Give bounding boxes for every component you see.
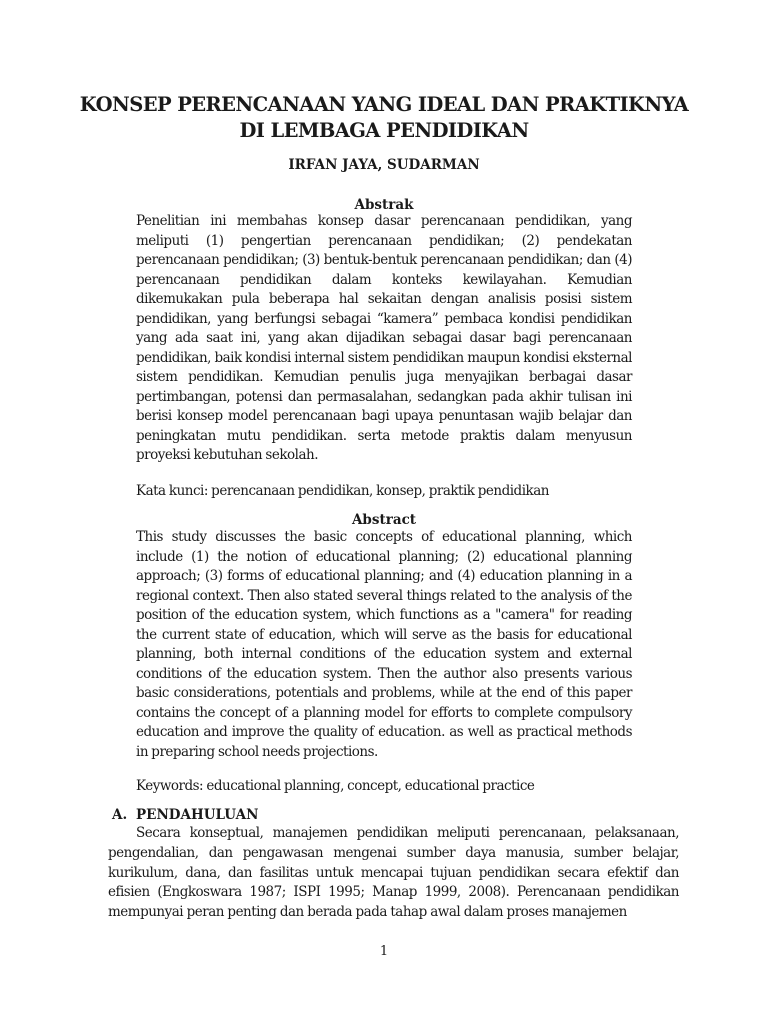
title-line-2: DI LEMBAGA PENDIDIKAN xyxy=(239,119,529,142)
abstract-keywords: Keywords: educational planning, concept, educational practice xyxy=(136,778,535,794)
section-title: PENDAHULUAN xyxy=(136,807,259,823)
title-line-1: KONSEP PERENCANAAN YANG IDEAL DAN PRAKTIKNYA xyxy=(79,93,689,116)
abstract-heading: Abstract xyxy=(351,512,417,528)
paper-authors: IRFAN JAYA, SUDARMAN xyxy=(288,157,480,173)
page-number: 1 xyxy=(379,944,389,959)
abstrak-text: Penelitian ini membahas konsep dasar perencanaan pendidikan, yang meliputi (1) pengertian perencanaan pendidikan; (2) pendekatan perencanaan pendidikan; (3) bentuk-bentuk perencanaan pendidikan; dan (4) perencanaan pendidikan dalam konteks kewilayahan. Kemudian dikemukakan pula beberapa hal sekaitan dengan analisis posisi sistem pendidikan, yang berfungsi sebagai “kamera” pembaca kondisi pendidikan yang ada saat ini, yang akan dijadikan sebagai dasar bagi perencanaan pendidikan, baik kondisi internal sistem pendidikan maupun kondisi eksternal sistem pendidikan. Kemudian penulis juga menyajikan berbagai dasar pertimbangan, potensi dan permasalahan, sedangkan pada akhir tulisan ini berisi konsep model perencanaan bagi upaya penuntasan wajib belajar dan peningkatan mutu pendidikan. serta metode praktis dalam menyusun proyeksi kebutuhan sekolah. xyxy=(136,213,632,463)
section-letter: A. xyxy=(112,807,128,823)
section-body xyxy=(108,824,679,923)
abstrak-heading: Abstrak xyxy=(354,197,414,213)
abstrak-keywords: Kata kunci: perencanaan pendidikan, konsep, praktik pendidikan xyxy=(136,483,549,499)
paper-title xyxy=(0,92,768,144)
abstract-text: This study discusses the basic concepts of educational planning, which include (1) the notion of educational planning; (2) educational planning approach; (3) forms of educational planning; and (4) education planning in a regional context. Then also stated several things related to the analysis of the position of the education system, which functions as a "camera" for reading the current state of education, which will serve as the basis for educational planning, both internal conditions of the education system and external conditions of the education system. Then the author also presents various basic considerations, potentials and problems, while at the end of this paper contains the concept of a planning model for efforts to complete compulsory education and improve the quality of education. as well as practical methods in preparing school needs projections. xyxy=(136,529,632,760)
body-paragraph: Secara konseptual, manajemen pendidikan meliputi perencanaan, pelaksanaan, pengendalian, dan pengawasan mengenai sumber daya manusia, sumber belajar, kurikulum, dana, dan fasilitas untuk mencapai tujuan pendidikan secara efektif dan efisien (Engkoswara 1987; ISPI 1995; Manap 1999, 2008). Perencanaan pendidikan mempunyai peran penting dan berada pada tahap awal dalam proses manajemen xyxy=(108,825,679,921)
section-heading-pendahuluan xyxy=(112,806,258,824)
